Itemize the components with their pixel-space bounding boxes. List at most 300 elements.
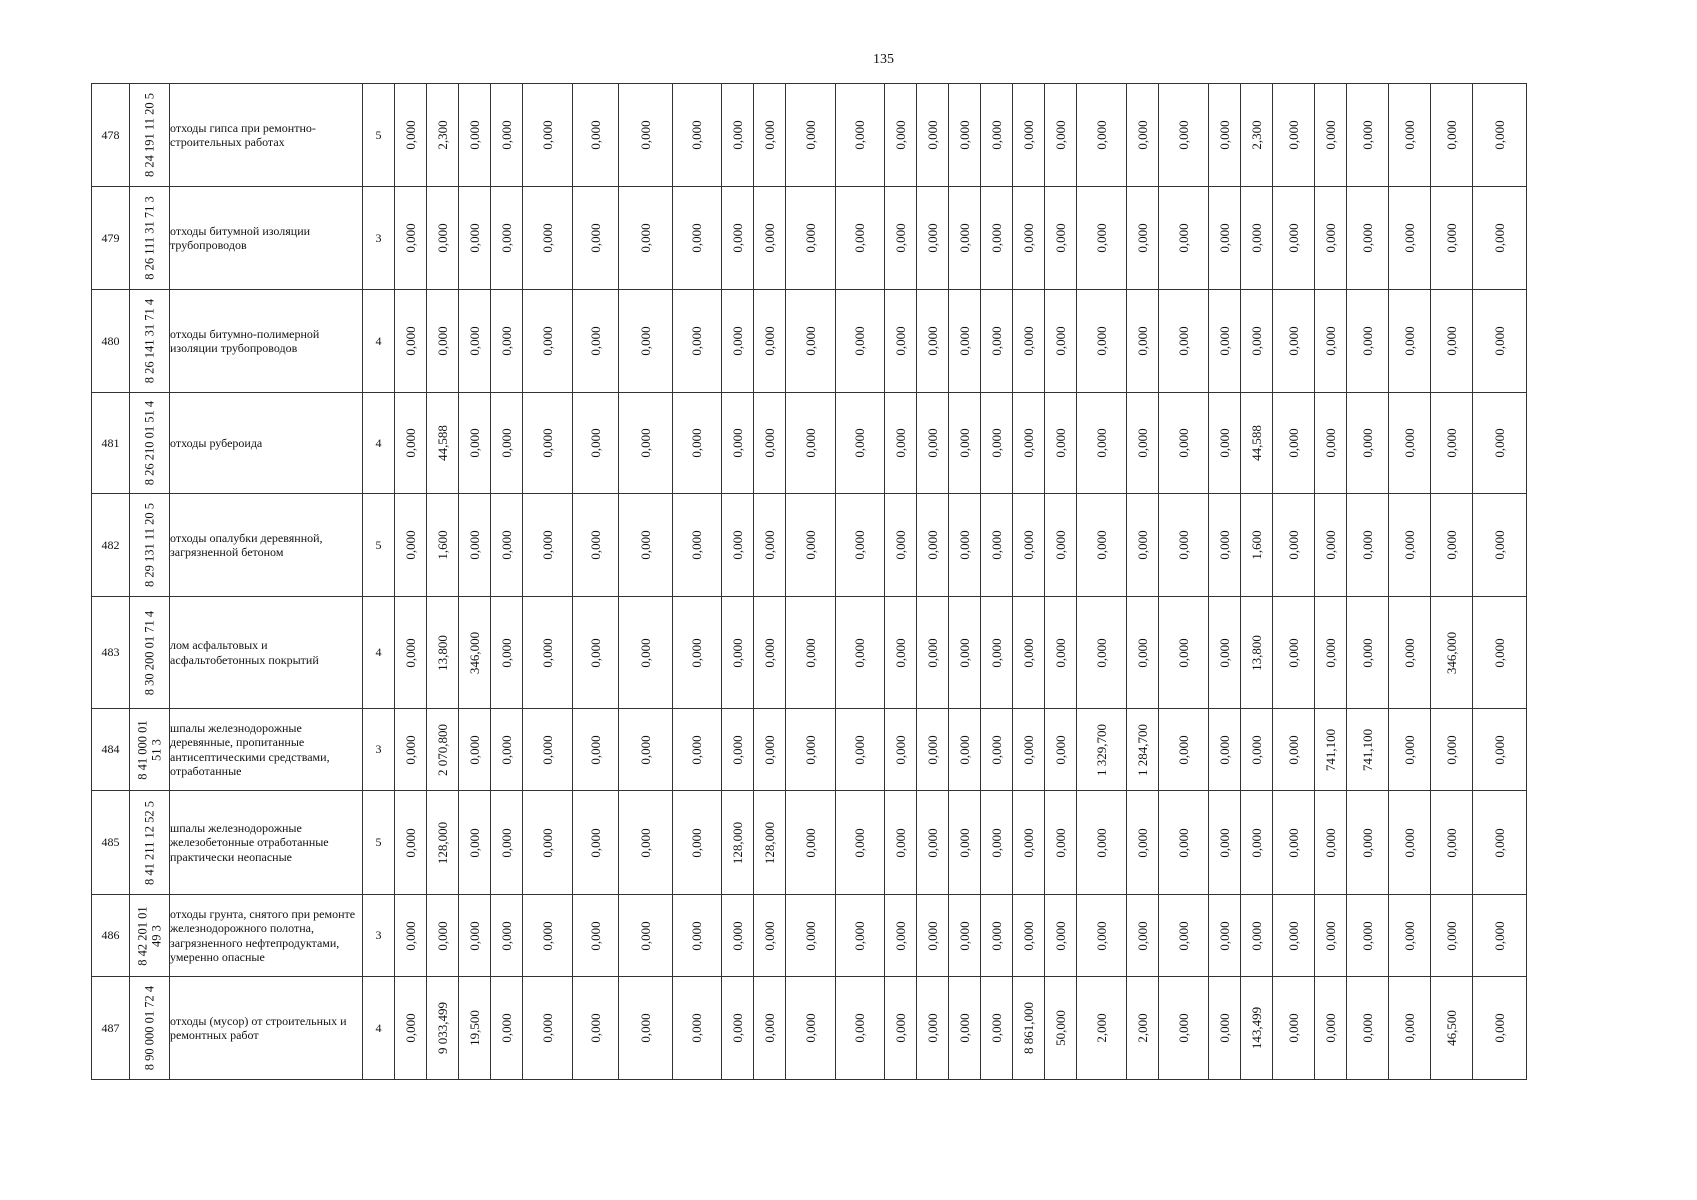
value: 0,000 — [1401, 637, 1417, 668]
value-cell — [1127, 290, 1159, 393]
value-cell — [459, 494, 491, 597]
value: 0,000 — [1134, 827, 1150, 858]
value-cell — [1389, 597, 1431, 709]
value-cell — [1077, 791, 1127, 895]
value-cell — [619, 393, 673, 494]
value: 0,000 — [689, 1013, 704, 1043]
value: 0,000 — [1093, 637, 1109, 668]
value-cell — [523, 290, 573, 393]
value: 0,000 — [802, 530, 818, 560]
value-cell — [754, 709, 786, 791]
value-cell — [1431, 597, 1473, 709]
value: 0,000 — [1020, 637, 1036, 668]
value-cell — [673, 393, 722, 494]
value-cell — [1209, 895, 1241, 977]
value-cell — [673, 791, 722, 895]
value: 0,000 — [402, 326, 418, 356]
value: 0,000 — [1322, 223, 1338, 253]
value: 0,000 — [802, 734, 818, 765]
value-cell — [836, 597, 885, 709]
value-cell — [427, 494, 459, 597]
value-cell — [1159, 895, 1209, 977]
value: 0,000 — [1175, 223, 1191, 253]
value: 0,000 — [637, 734, 653, 765]
value-cell — [1389, 977, 1431, 1080]
value-cell — [1045, 977, 1077, 1080]
value-cell — [1389, 187, 1431, 290]
value-cell — [1159, 494, 1209, 597]
value-cell — [573, 597, 619, 709]
value-cell — [1473, 393, 1527, 494]
value-cell — [619, 84, 673, 187]
value-cell — [1347, 187, 1389, 290]
waste-name: отходы грунта, снятого при ремонте железнодорожного полотна, загрязненного нефтепродуктами, умеренно опасные — [170, 895, 363, 977]
value: 0,000 — [1052, 326, 1068, 356]
value: 0,000 — [1175, 637, 1191, 668]
value: 0,000 — [1359, 428, 1375, 458]
value: 44,588 — [1248, 425, 1264, 461]
value: 0,000 — [761, 428, 777, 458]
value: 0,000 — [1020, 223, 1036, 253]
value: 0,000 — [1134, 530, 1150, 560]
value-cell — [1045, 791, 1077, 895]
value-cell — [1127, 709, 1159, 791]
value: 0,000 — [1359, 326, 1375, 356]
value-cell — [1347, 597, 1389, 709]
value-cell — [1473, 290, 1527, 393]
value-cell — [836, 84, 885, 187]
value-cell — [917, 290, 949, 393]
value-cell — [1431, 895, 1473, 977]
value: 0,000 — [852, 120, 867, 150]
value-cell — [1209, 977, 1241, 1080]
value: 0,000 — [637, 530, 653, 560]
value-cell — [1315, 187, 1347, 290]
value-cell — [459, 84, 491, 187]
value-cell — [722, 977, 754, 1080]
value: 0,000 — [1443, 223, 1459, 253]
value: 0,000 — [956, 637, 972, 668]
value: 0,000 — [1285, 326, 1301, 356]
value-cell — [1127, 393, 1159, 494]
value-cell — [1127, 791, 1159, 895]
value: 0,000 — [1285, 734, 1301, 765]
value: 0,000 — [852, 827, 867, 858]
value-cell — [427, 290, 459, 393]
value: 0,000 — [1134, 326, 1150, 356]
table-row — [92, 791, 1625, 895]
value: 0,000 — [1285, 223, 1301, 253]
value-cell — [917, 895, 949, 977]
value-cell — [427, 977, 459, 1080]
value-cell — [786, 709, 836, 791]
value: 0,000 — [587, 637, 603, 668]
value-cell — [427, 84, 459, 187]
value: 0,000 — [729, 637, 745, 668]
value: 0,000 — [637, 920, 653, 951]
value-cell — [1431, 393, 1473, 494]
value-cell — [1127, 977, 1159, 1080]
value: 0,000 — [1216, 120, 1232, 150]
value: 0,000 — [761, 530, 777, 560]
value: 0,000 — [466, 326, 482, 356]
table-row — [92, 393, 1625, 494]
value: 0,000 — [1491, 428, 1507, 458]
value-cell — [722, 84, 754, 187]
value-cell — [1347, 494, 1389, 597]
value-cell — [1431, 494, 1473, 597]
value-cell — [1347, 895, 1389, 977]
value-cell — [1159, 597, 1209, 709]
value: 0,000 — [637, 223, 653, 253]
value-cell — [1045, 290, 1077, 393]
waste-code: 8 30 200 01 71 4 — [142, 610, 156, 695]
value-cell — [395, 290, 427, 393]
value: 0,000 — [1052, 530, 1068, 560]
value: 0,000 — [1093, 920, 1109, 951]
value: 0,000 — [1216, 326, 1232, 356]
hazard-class: 5 — [363, 791, 395, 895]
value-cell — [1077, 494, 1127, 597]
value: 0,000 — [852, 223, 867, 253]
value-cell — [917, 84, 949, 187]
value: 741,100 — [1359, 728, 1375, 771]
value-cell — [949, 977, 981, 1080]
value-cell — [836, 187, 885, 290]
value: 0,000 — [1359, 223, 1375, 253]
waste-name: шпалы железнодорожные деревянные, пропитанные антисептическими средствами, отработанные — [170, 709, 363, 791]
value: 2,000 — [1093, 1013, 1109, 1043]
value: 0,000 — [1322, 637, 1338, 668]
value-cell — [917, 393, 949, 494]
value: 0,000 — [924, 1013, 940, 1043]
value: 0,000 — [1093, 326, 1109, 356]
waste-code-cell — [130, 597, 170, 709]
value: 0,000 — [466, 120, 482, 150]
value-cell — [395, 393, 427, 494]
value: 0,000 — [539, 827, 555, 858]
value-cell — [917, 597, 949, 709]
value-cell — [836, 791, 885, 895]
hazard-class: 5 — [363, 84, 395, 187]
value: 0,000 — [1248, 326, 1264, 356]
value-cell — [722, 709, 754, 791]
value-cell — [1273, 977, 1315, 1080]
value-cell — [722, 494, 754, 597]
value-cell — [573, 290, 619, 393]
value: 1 284,700 — [1134, 723, 1150, 776]
value-cell — [1473, 791, 1527, 895]
value: 13,800 — [434, 634, 450, 671]
row-number: 487 — [92, 977, 130, 1080]
value: 0,000 — [1020, 326, 1036, 356]
value-cell — [786, 895, 836, 977]
value: 0,000 — [892, 734, 908, 765]
value: 0,000 — [498, 120, 514, 150]
value: 0,000 — [924, 827, 940, 858]
value-cell — [523, 393, 573, 494]
value: 0,000 — [498, 223, 514, 253]
value: 0,000 — [539, 734, 555, 765]
value: 0,000 — [1491, 734, 1507, 765]
value: 46,500 — [1443, 1010, 1459, 1046]
value: 0,000 — [1216, 827, 1232, 858]
value-cell — [1347, 393, 1389, 494]
value-cell — [1045, 84, 1077, 187]
value-cell — [949, 597, 981, 709]
value-cell — [1077, 977, 1127, 1080]
value: 0,000 — [1401, 428, 1417, 458]
value-cell — [573, 791, 619, 895]
value: 0,000 — [1491, 1013, 1507, 1043]
value: 0,000 — [1322, 1013, 1338, 1043]
value: 0,000 — [637, 637, 653, 668]
value: 143,499 — [1248, 1006, 1264, 1050]
waste-code-cell — [130, 187, 170, 290]
value-cell — [885, 977, 917, 1080]
value-cell — [1013, 977, 1045, 1080]
value: 0,000 — [689, 428, 704, 458]
value: 2,300 — [1248, 120, 1264, 150]
row-number: 482 — [92, 494, 130, 597]
value: 0,000 — [956, 920, 972, 951]
value: 0,000 — [498, 734, 514, 765]
value-cell — [1209, 791, 1241, 895]
value: 0,000 — [1322, 120, 1338, 150]
value-cell — [836, 977, 885, 1080]
value: 346,000 — [1443, 631, 1459, 674]
value-cell — [1473, 84, 1527, 187]
value: 0,000 — [1491, 530, 1507, 560]
value-cell — [722, 290, 754, 393]
value-cell — [1013, 791, 1045, 895]
value-cell — [491, 709, 523, 791]
value: 0,000 — [729, 920, 745, 951]
value: 0,000 — [1285, 827, 1301, 858]
value: 0,000 — [1216, 428, 1232, 458]
value-cell — [573, 393, 619, 494]
value: 0,000 — [1093, 530, 1109, 560]
value-cell — [917, 187, 949, 290]
value-cell — [1315, 791, 1347, 895]
value: 0,000 — [1491, 920, 1507, 951]
value-cell — [523, 791, 573, 895]
value: 0,000 — [924, 530, 940, 560]
value: 0,000 — [1401, 1013, 1417, 1043]
value: 128,000 — [761, 821, 777, 864]
value-cell — [395, 597, 427, 709]
value-cell — [427, 597, 459, 709]
value: 0,000 — [498, 920, 514, 951]
value-cell — [754, 187, 786, 290]
value-cell — [885, 709, 917, 791]
value-cell — [1241, 977, 1273, 1080]
waste-code-cell — [130, 709, 170, 791]
value: 0,000 — [1248, 223, 1264, 253]
value: 0,000 — [434, 920, 450, 951]
value-cell — [673, 709, 722, 791]
value-cell — [1389, 791, 1431, 895]
value-cell — [523, 84, 573, 187]
value-cell — [1273, 393, 1315, 494]
value-cell — [981, 709, 1013, 791]
value-cell — [1315, 494, 1347, 597]
value: 0,000 — [1093, 827, 1109, 858]
value-cell — [1347, 290, 1389, 393]
value: 0,000 — [1052, 827, 1068, 858]
value-cell — [786, 494, 836, 597]
value: 0,000 — [1134, 637, 1150, 668]
value-cell — [1013, 290, 1045, 393]
value-cell — [1013, 84, 1045, 187]
value: 0,000 — [988, 428, 1004, 458]
value: 0,000 — [1359, 120, 1375, 150]
value-cell — [673, 494, 722, 597]
value-cell — [981, 494, 1013, 597]
value: 0,000 — [402, 120, 418, 150]
value: 0,000 — [1093, 120, 1109, 150]
waste-code-cell — [130, 290, 170, 393]
value-cell — [573, 494, 619, 597]
value: 0,000 — [1134, 223, 1150, 253]
waste-name: отходы рубероида — [170, 393, 363, 494]
value: 0,000 — [434, 223, 450, 253]
value-cell — [836, 393, 885, 494]
value: 0,000 — [1175, 428, 1191, 458]
value-cell — [673, 977, 722, 1080]
value: 0,000 — [802, 637, 818, 668]
value: 0,000 — [498, 637, 514, 668]
value-cell — [1431, 290, 1473, 393]
value: 0,000 — [761, 1013, 777, 1043]
value-cell — [1159, 791, 1209, 895]
value: 0,000 — [729, 428, 745, 458]
value-cell — [1013, 187, 1045, 290]
value-cell — [491, 187, 523, 290]
value-cell — [1159, 187, 1209, 290]
value-cell — [1013, 393, 1045, 494]
value: 0,000 — [466, 827, 482, 858]
value: 0,000 — [1175, 326, 1191, 356]
value: 0,000 — [852, 1013, 867, 1043]
value: 0,000 — [1359, 920, 1375, 951]
value-cell — [395, 895, 427, 977]
value: 0,000 — [587, 734, 603, 765]
value-cell — [523, 187, 573, 290]
value: 0,000 — [1052, 637, 1068, 668]
value-cell — [427, 791, 459, 895]
waste-name: отходы битумно-полимерной изоляции трубопроводов — [170, 290, 363, 393]
value: 0,000 — [1020, 920, 1036, 951]
value-cell — [427, 393, 459, 494]
waste-register-table — [91, 83, 1625, 1080]
value-cell — [573, 977, 619, 1080]
value: 0,000 — [1020, 827, 1036, 858]
hazard-class: 3 — [363, 187, 395, 290]
waste-code: 8 41 000 01 51 3 — [134, 719, 163, 780]
value: 9 033,499 — [434, 1002, 450, 1054]
value: 0,000 — [1175, 734, 1191, 765]
value: 0,000 — [466, 428, 482, 458]
value: 0,000 — [852, 920, 867, 951]
value: 0,000 — [1248, 920, 1264, 951]
value-cell — [786, 84, 836, 187]
value-cell — [1389, 709, 1431, 791]
value: 0,000 — [1443, 326, 1459, 356]
value: 0,000 — [924, 637, 940, 668]
value: 0,000 — [1052, 120, 1068, 150]
value: 0,000 — [539, 1013, 555, 1043]
value: 0,000 — [587, 827, 603, 858]
value-cell — [1077, 187, 1127, 290]
value-cell — [786, 290, 836, 393]
hazard-class: 4 — [363, 393, 395, 494]
value: 0,000 — [761, 223, 777, 253]
row-number: 481 — [92, 393, 130, 494]
hazard-class: 3 — [363, 709, 395, 791]
value: 0,000 — [892, 920, 908, 951]
value-cell — [1209, 709, 1241, 791]
value-cell — [1273, 187, 1315, 290]
value: 0,000 — [498, 1013, 514, 1043]
value: 0,000 — [402, 223, 418, 253]
value: 0,000 — [402, 734, 418, 765]
value: 0,000 — [852, 428, 867, 458]
waste-name: шпалы железнодорожные железобетонные отработанные практически неопасные — [170, 791, 363, 895]
value: 0,000 — [1322, 920, 1338, 951]
value: 0,000 — [1491, 223, 1507, 253]
value-cell — [949, 709, 981, 791]
value-cell — [1315, 709, 1347, 791]
value-cell — [491, 494, 523, 597]
value-cell — [459, 393, 491, 494]
value: 13,800 — [1248, 634, 1264, 671]
value-cell — [1347, 791, 1389, 895]
value-cell — [1077, 393, 1127, 494]
value: 0,000 — [988, 1013, 1004, 1043]
value: 0,000 — [637, 1013, 653, 1043]
value-cell — [1273, 597, 1315, 709]
value-cell — [1077, 84, 1127, 187]
value-cell — [1273, 709, 1315, 791]
value: 0,000 — [1175, 827, 1191, 858]
value-cell — [754, 791, 786, 895]
value-cell — [786, 393, 836, 494]
value-cell — [1013, 494, 1045, 597]
value-cell — [1241, 187, 1273, 290]
value-cell — [722, 895, 754, 977]
value-cell — [1315, 895, 1347, 977]
value: 0,000 — [892, 530, 908, 560]
value: 2,300 — [434, 120, 450, 150]
value-cell — [619, 709, 673, 791]
value-cell — [1389, 393, 1431, 494]
value: 0,000 — [1491, 120, 1507, 150]
value-cell — [459, 290, 491, 393]
value-cell — [1315, 977, 1347, 1080]
value: 0,000 — [956, 223, 972, 253]
value: 0,000 — [988, 326, 1004, 356]
value-cell — [1347, 84, 1389, 187]
value: 0,000 — [892, 1013, 908, 1043]
value: 0,000 — [1443, 734, 1459, 765]
value-cell — [619, 791, 673, 895]
value: 0,000 — [924, 920, 940, 951]
value: 0,000 — [1175, 920, 1191, 951]
value-cell — [722, 393, 754, 494]
value-cell — [1159, 393, 1209, 494]
value-cell — [1315, 290, 1347, 393]
